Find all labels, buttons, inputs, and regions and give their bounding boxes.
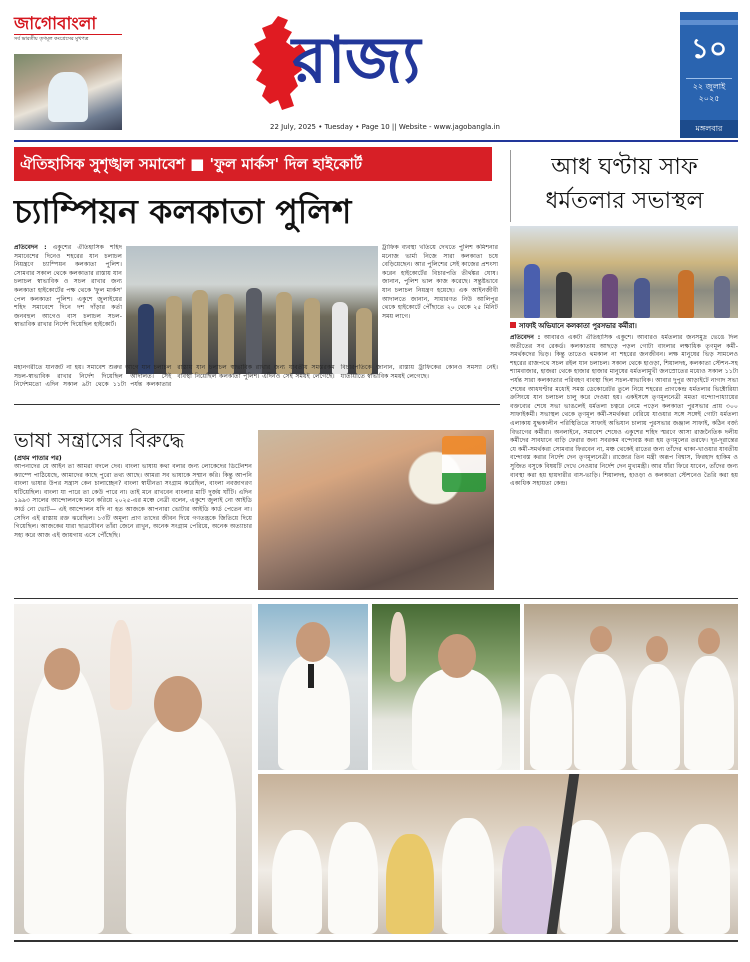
lead-byline: প্রতিবেদন : <box>14 244 47 251</box>
photo-figure <box>304 298 320 374</box>
lead-col1-text: একুশের ঐতিহাসিক শহিদ সমাবেশের দিনেও শহরের যান চলাচল নিয়ন্ত্রণে চ্যাম্পিয়ন কলকাতা পুলিশ। সোমবার সকাল থেকে কলকাতার রাস্তায় যান চলাচল স্বাভাবিক ও সচল রাখার জন্য কলকাতা হাইকোর্টের পক্ষ থেকে 'ফুল মার্কস' পেল কলকাতা পুলিশ। একুশে জুলাইয়ের শহিদ সমাবেশে দিনে দশ দাঁড়ার কর্তা জনবহুল আগেও বাস চলাচল সচল-স্বাভাবিক রাখার নির্দেশ দিয়েছিল হাইকোর্ট। <box>14 244 122 329</box>
second-story-body: আপনাদের যে আইন তা আমরা বদলে দেব। বাংলা ভাষায় কথা বলার জন্য লোকেদের ডিটেনশন ক্যাম্পে পাঠিয়েছে, আমাদের কাছে পুরো তথ্য আছে। আমরা সব ভাষাকে সম্মান করি। কিন্তু আপনি বাংলা ভাষার উপর সন্ত্রাস কেন চালাচ্ছেন? বাংলা স্বাধীনতা সংগ্রাম করেছিল, বাংলা নবজাগরণ ঘটিয়েছিল। বাংলা যা পারে তা কেউ পারে না। তাই মনে রাখবেন বাংলার মাটি দুর্জয় ঘাঁটি। এদিন ১৯৯৩ সালের আন্দোলনকে মনে করিয়ে ২০২৫-এর মঞ্চে নেত্রী বলেন, একুশে জুলাই নো আইডি কার্ড নো ভোট— এই আন্দোলন যদি না হত আজকে আপনারা ভোটার আইডি কার্ড পেতেন না। সেদিন এই রাস্তায় রক্ত ঝরেছিল। ১৩টি অমূল্য প্রাণ তাদের জীবন দিয়ে গণতন্ত্রকে জিতিয়ে দিয়ে গিয়েছিল। আজকের যারা ছাত্রযৌবন তাঁরা জেনে রাখুন, অনেক সংগ্রাম পেরিয়ে, অনেক অত্যাচার সহ্য করে আজ এই জায়গায় এসে পৌঁছেছি। <box>14 463 252 539</box>
photo-leader-speaking <box>372 604 520 770</box>
photo-person <box>502 826 552 934</box>
party-flag <box>442 436 486 492</box>
brand-photo <box>14 54 122 130</box>
brand-block <box>14 14 122 136</box>
year-bengali: ২০২৫ <box>698 94 720 103</box>
photo-head <box>296 622 330 662</box>
photo-figure <box>556 272 572 318</box>
photo-person <box>24 664 104 934</box>
page-box-accent <box>680 20 738 25</box>
microphone-icon <box>308 664 314 688</box>
brand-name: জাগোবাংলা <box>14 14 97 34</box>
lead-headline: চ্যাম্পিয়ন কলকাতা পুলিশ <box>14 192 352 231</box>
lead-column-1 <box>14 244 122 364</box>
photo-person <box>574 654 626 770</box>
lead-footer-text: মহানগরীতে যানজট না হয়। সমাবেশ শুরুর আগে যান চলাচল সচল-স্বাভাবিক রাখার নির্দেশ দিয়েছিল আদালত। সেই নির্দেশমতো এদিন সকাল ৯টা থেকে ১১টা পর্যন্ত কলকাতার রাস্তায় যান চলাচল স্বাভাবিক রাখার জন্য যাবতীয় সমস্তরকম ব্যবস্থা নিয়েছিল কলকাতা পুলিশ। এদিনও সেই সময়ই লেগেছে। বিচারপতিকে জানান, রাস্তায় ট্রাফিকের কোনও সমস্যা নেই। যাতায়াতে স্বাভাবিক সময়ই লেগেছে। <box>14 364 498 389</box>
brand-tagline: সর্ব ভারতীয় তৃণমূল কংগ্রেসের মুখপত্র <box>14 34 122 44</box>
lead-photo-police <box>126 246 378 374</box>
photo-head <box>438 634 476 678</box>
photo-women-crowd <box>258 774 738 934</box>
photo-leaders-group <box>524 604 738 770</box>
date-bengali: ২২ জুলাই <box>686 78 732 93</box>
photo-person <box>442 818 494 934</box>
second-continuation-note: (প্রথম পাতার পর) <box>14 454 62 462</box>
photo-figure <box>714 276 730 318</box>
page-number: ১০ <box>690 32 728 65</box>
photo-figure <box>166 296 182 374</box>
right-byline: প্রতিবেদন : <box>510 334 541 341</box>
photo-raised-arm <box>110 620 132 710</box>
caption-marker-icon <box>510 322 516 328</box>
photo-person <box>620 832 670 934</box>
page-number-box <box>680 12 738 138</box>
photo-leader-waving <box>14 604 252 934</box>
caption-text: সাফাই অভিযানে কলকাতা পুরসভার কর্মীরা। <box>519 322 637 330</box>
photo-person <box>386 834 434 934</box>
photo-head <box>154 676 202 732</box>
photo-figure <box>602 274 618 318</box>
second-headline: ভাষা সন্ত্রাসের বিরুদ্ধে <box>14 428 185 452</box>
newspaper-section-title: রাজ্য <box>292 23 420 98</box>
photo-person <box>278 654 350 770</box>
photo-person <box>412 668 502 770</box>
photo-head <box>646 636 668 662</box>
right-headline-line2: ধর্মতলার সভাস্থল <box>545 188 704 214</box>
photo-head <box>44 648 80 690</box>
photo-person <box>126 714 236 934</box>
weekday-bengali: মঙ্গলবার <box>680 120 738 138</box>
photo-figure <box>524 264 540 318</box>
page-bottom-rule <box>14 940 738 942</box>
photo-person <box>632 664 680 770</box>
photo-head <box>590 626 612 652</box>
cleanup-photo-caption <box>510 320 738 332</box>
photo-figure <box>678 270 694 318</box>
photo-person <box>328 822 378 934</box>
photo-person <box>272 830 322 934</box>
dateline: 22 July, 2025 • Tuesday • Page 10 || Website - www.jagobangla.in <box>270 123 500 131</box>
photo-figure <box>246 288 262 374</box>
photo-person <box>530 674 572 770</box>
photo-figure <box>218 294 234 374</box>
right-story-body <box>510 334 738 590</box>
photo-speaker-mic <box>258 604 368 770</box>
photo-figure <box>276 292 292 374</box>
lead-divider <box>14 404 500 405</box>
lead-column-3: ট্রাফিক ব্যবস্থা খতিয়ে দেখতে পুলিশ কমিশনার মনোজ ভার্মা নিজে সারা কলকাতা চষে বেড়িয়েছেন। আর পুলিশের সেই কাজের প্রশংসা করেন হাইকোর্টের বিচারপতি তীর্থঙ্কর ঘোষ। জানান, পুলিশ ভাল কাজ করেছে। সন্তুষ্টভাবে যান চলাচল নিয়ন্ত্রণ হয়েছে। এক আইনজীবী আদালতে জানান, সাধারণত নিউ আলিপুর থেকে হাইকোর্টে পৌঁছাতে ২০ থেকে ২৫ মিনিট সময় লাগে। <box>382 244 498 320</box>
photo-person <box>678 824 730 934</box>
crowd-photo <box>258 430 494 590</box>
masthead-divider <box>14 140 738 142</box>
photo-figure <box>634 278 650 318</box>
lead-kicker: ঐতিহাসিক সুশৃঙ্খল সমাবেশ ■ 'ফুল মার্কস' দিল হাইকোর্ট <box>14 147 492 181</box>
right-body-text: আবারও একটা ঐতিহাসিক একুশে। আবারও ধর্মতলার জনসমুদ্র ভেঙে দিল অতীতের সব রেকর্ড। কলকাতায় আছড়ে পড়ল গোটা বাংলার লক্ষাধিক তৃণমূল কর্মী-সমর্থকদের ভিড়। কিন্তু তাতেও থমকাল না শহরের জনজীবন। লক্ষ মানুষের ভিড় সামলেও শহরের রাজপথে সচল রইল যান চলাচল। সকাল থেকে হাওড়া, শিয়ালদহ, কলকাতা স্টেশন-সহ শ্যামবাজার, হাজরা থেকে হাজার হাজার মানুষের ধর্মতলামুখী জনস্রোতের মধ্যেও সকাল ১১টা পর্যন্ত সারা কলকাতার পরিবহণ ব্যবস্থা ছিল সচল-স্বাভাবিক। আবার দুপুর আড়াইটে নাগাদ সভা শেষের আধঘণ্টার মধ্যেই সমস্ত ডেকোরেটর তুলে নিয়ে শহরের প্রাণকেন্দ্র ধর্মতলার ভিক্টোরিয়া ক্রসিংয়ে যান চলাচল চালু করে দেওয়া হয়। একইসঙ্গে তৃণমূলনেত্রী মমতা বন্দ্যোপাধ্যায়ের বক্তব্যের শেষে সভা ভাঙলেই ধর্মতলা চত্বরে নেমে পড়েন কলকাতা পুরসভার প্রায় ৩০০ সাফাইকর্মী। সভাস্থল থেকে তৃণমূল কর্মী-সমর্থকরা বেরিয়ে যাওয়ার সঙ্গে সঙ্গেই গোটা ধর্মতলা এলাকায় যুদ্ধকালীন পরিস্থিতিতে সাফাই অভিযান চালায় পুরসভার জঞ্জাল সাফাই, কঠিন বর্জ্য বিভাগের কর্মীরা। অনলাইনে, সমাবেশ শেষেও একুশের শহিদ স্মরণে আসা রাজনৈতিক দলীয় কর্মীদের সাবধানে বাড়ি ফেরার জন্য সবরকম বন্দোবস্ত করা হয় তৃণমূলের তরফে। দূর-দূরান্তের যে কর্মী-সমর্থকরা সোমবার ফিরবেন না, মঞ্চ থেকেই রাতের জন্য তাঁদের থাকা-খাওয়ার যাবতীয় বন্দোবস্ত করার নির্দেশ দেন তৃণমূলনেত্রী। রাজ্যের তিন মন্ত্রী অরূপ বিশ্বাস, ফিরহাদ হাকিম ও সুজিত বসুকে বিষয়টি দেখে নেওয়ার নির্দেশ দেন মুখ্যমন্ত্রী। আর যাঁরা ফিরে যাবেন, তাঁদের জন্য ব্যবস্থা করা হয় হায়দারীর বাস-ভাড়ি। শিয়ালদহ, হাওড়া ও কলকাতা স্টেশনেও তৈরি করা হয় একাধিক সহায়তা কেন্দ্র। <box>510 334 738 488</box>
photo-head <box>698 628 720 654</box>
right-headline <box>510 150 738 222</box>
photo-section-divider <box>14 598 738 599</box>
cleanup-photo <box>510 226 738 318</box>
right-headline-line1: আধ ঘণ্টায় সাফ <box>551 154 698 180</box>
photo-figure <box>192 290 208 374</box>
photo-person <box>684 656 734 770</box>
photo-raised-arm <box>390 612 406 682</box>
